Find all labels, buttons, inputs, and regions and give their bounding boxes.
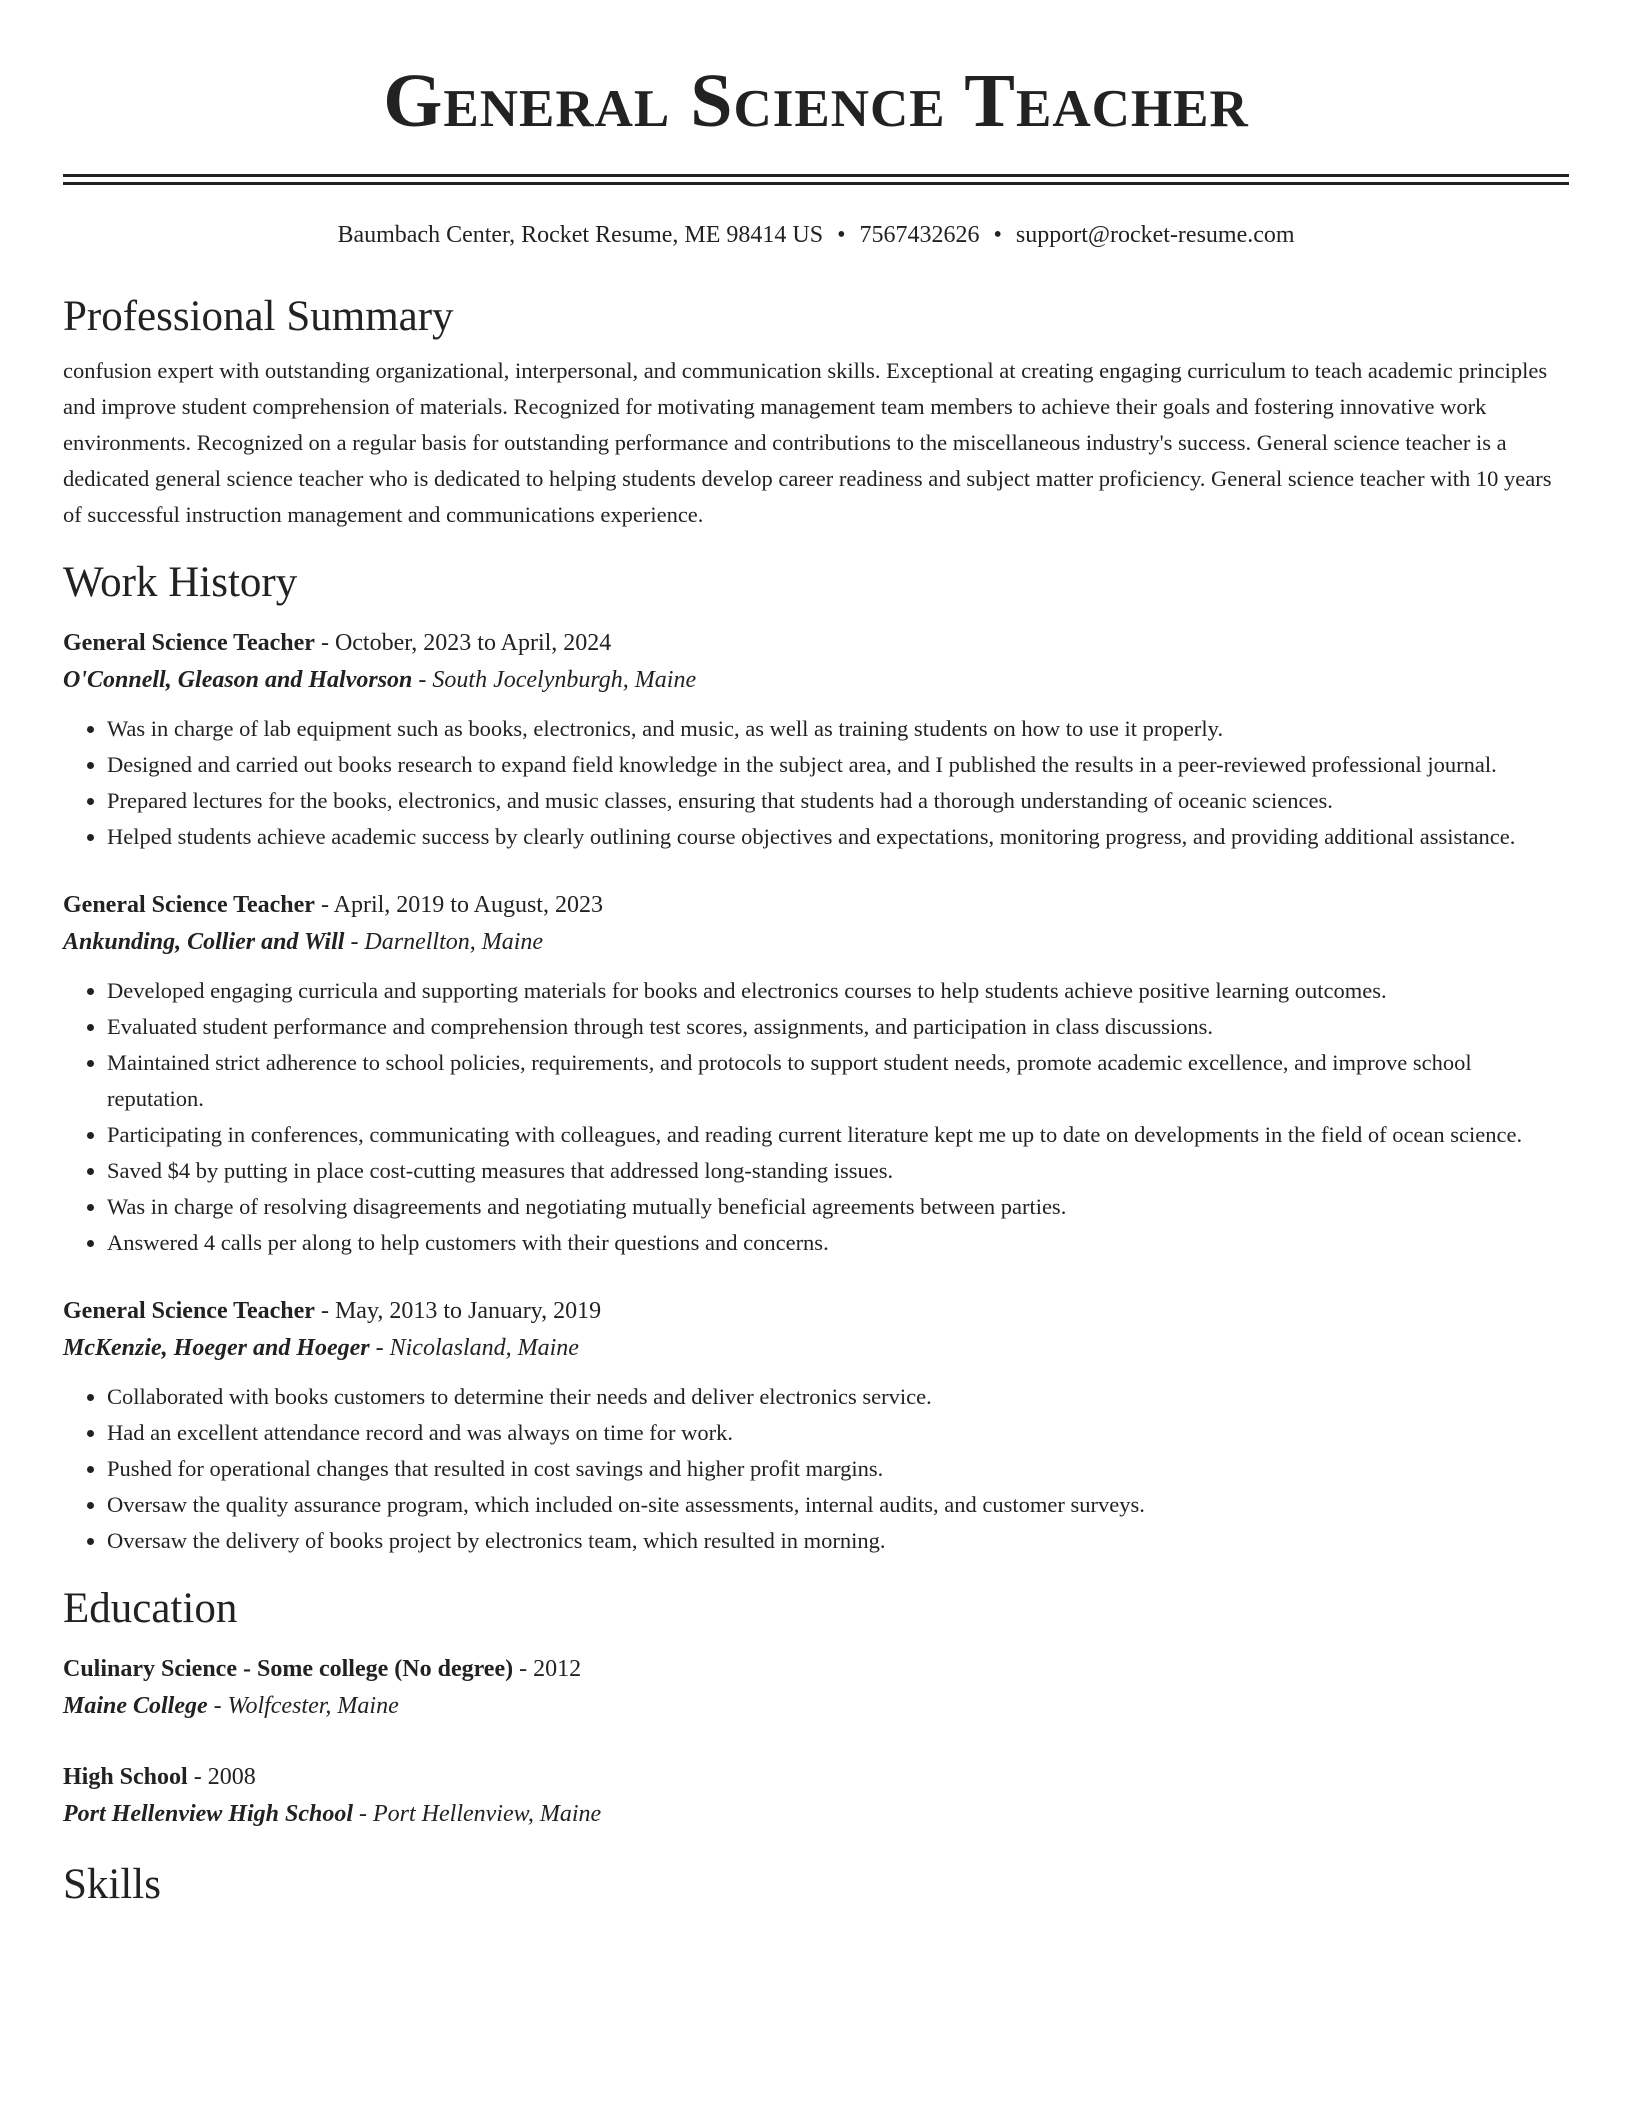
duty-item: • Was in charge of lab equipment such as books, electronics, and music, as well as training students on how to use it properly. <box>107 711 1569 747</box>
duty-item: • Saved $4 by putting in place cost-cutting measures that addressed long-standing issues. <box>107 1153 1569 1189</box>
school-location: - Port Hellenview, Maine <box>353 1801 602 1827</box>
job-header <box>63 887 1569 923</box>
graduation-year: - 2012 <box>513 1656 582 1682</box>
degree-name: Culinary Science - Some college (No degree) <box>63 1656 514 1682</box>
graduation-year: - 2008 <box>187 1764 256 1790</box>
job-title: General Science Teacher <box>63 630 315 656</box>
job-employer <box>63 1329 1569 1367</box>
duty-item: • Had an excellent attendance record and was always on time for work. <box>107 1415 1569 1451</box>
duty-list <box>63 1379 1569 1559</box>
job-employer <box>63 923 1569 961</box>
duty-item: • Developed engaging curricula and supporting materials for books and electronics courses to help students achieve positive learning outcomes. <box>107 973 1569 1009</box>
contact-phone: 7567432626 <box>859 222 980 248</box>
education-heading: Education <box>63 1585 238 1632</box>
contact-address: Baumbach Center, Rocket Resume, ME 98414 US <box>337 222 824 248</box>
duty-item: • Evaluated student performance and comprehension through test scores, assignments, and participation in class discussions. <box>107 1009 1569 1045</box>
duty-item: • Pushed for operational changes that resulted in cost savings and higher profit margins. <box>107 1451 1569 1487</box>
duty-item: • Answered 4 calls per along to help customers with their questions and concerns. <box>107 1225 1569 1261</box>
degree-name: High School <box>63 1764 188 1790</box>
duty-item: • Prepared lectures for the books, electronics, and music classes, ensuring that students had a thorough understanding of oceanic sciences. <box>107 783 1569 819</box>
job-header <box>63 1293 1569 1329</box>
contact-separator: • <box>993 222 1002 248</box>
job-dates: - October, 2023 to April, 2024 <box>314 630 612 656</box>
duty-item: • Was in charge of resolving disagreements and negotiating mutually beneficial agreements between parties. <box>107 1189 1569 1225</box>
school-name: Maine College <box>63 1693 208 1719</box>
job-header <box>63 625 1569 661</box>
education-header <box>63 1651 1569 1687</box>
school-location: - Wolfcester, Maine <box>207 1693 399 1719</box>
employer-location: - South Jocelynburgh, Maine <box>412 667 697 693</box>
employer-name: McKenzie, Hoeger and Hoeger <box>63 1335 370 1361</box>
job-title: General Science Teacher <box>63 1298 315 1324</box>
school-name: Port Hellenview High School <box>63 1801 354 1827</box>
education-entry <box>63 1759 1569 1833</box>
job-entry <box>63 1293 1569 1559</box>
title-divider <box>63 174 1569 185</box>
job-employer <box>63 661 1569 699</box>
work-history-heading: Work History <box>63 559 298 606</box>
job-dates: - April, 2019 to August, 2023 <box>314 892 603 918</box>
education-school <box>63 1795 1569 1833</box>
employer-name: Ankunding, Collier and Will <box>63 929 345 955</box>
job-title: General Science Teacher <box>63 892 315 918</box>
duty-item: • Maintained strict adherence to school policies, requirements, and protocols to support student needs, promote academic excellence, and improve school reputation. <box>107 1045 1569 1117</box>
duty-item: • Collaborated with books customers to determine their needs and deliver electronics service. <box>107 1379 1569 1415</box>
education-school <box>63 1687 1569 1725</box>
duty-list <box>63 711 1569 855</box>
duty-list <box>63 973 1569 1261</box>
employer-location: - Darnellton, Maine <box>344 929 544 955</box>
resume-title: General Science Teacher <box>383 59 1249 143</box>
contact-separator: • <box>837 222 846 248</box>
employer-location: - Nicolasland, Maine <box>369 1335 579 1361</box>
education-header <box>63 1759 1569 1795</box>
job-entry <box>63 625 1569 855</box>
education-entry <box>63 1651 1569 1725</box>
job-dates: - May, 2013 to January, 2019 <box>314 1298 602 1324</box>
contact-line <box>63 219 1569 251</box>
contact-email: support@rocket-resume.com <box>1015 222 1295 248</box>
duty-item: • Oversaw the delivery of books project by electronics team, which resulted in morning. <box>107 1523 1569 1559</box>
summary-heading: Professional Summary <box>63 293 454 340</box>
duty-item: • Helped students achieve academic success by clearly outlining course objectives and expectations, monitoring progress, and providing additional assistance. <box>107 819 1569 855</box>
duty-item: • Participating in conferences, communicating with colleagues, and reading current literature kept me up to date on developments in the field of ocean science. <box>107 1117 1569 1153</box>
summary-text: confusion expert with outstanding organizational, interpersonal, and communication skills. Exceptional at creating engaging curriculum to teach academic principles and improve student comprehension of materials. Recognized for motivating management team members to achieve their goals and fostering innovative work environments. Recognized on a regular basis for outstanding performance and contributions to the miscellaneous industry's success. General science teacher is a dedicated general science teacher who is dedicated to helping students develop career readiness and subject matter proficiency. General science teacher with 10 years of successful instruction management and communications experience. <box>63 358 1552 527</box>
employer-name: O'Connell, Gleason and Halvorson <box>63 667 413 693</box>
job-entry <box>63 887 1569 1261</box>
duty-item: • Oversaw the quality assurance program, which included on-site assessments, internal audits, and customer surveys. <box>107 1487 1569 1523</box>
skills-heading: Skills <box>63 1861 161 1908</box>
duty-item: • Designed and carried out books research to expand field knowledge in the subject area, and I published the results in a peer-reviewed professional journal. <box>107 747 1569 783</box>
